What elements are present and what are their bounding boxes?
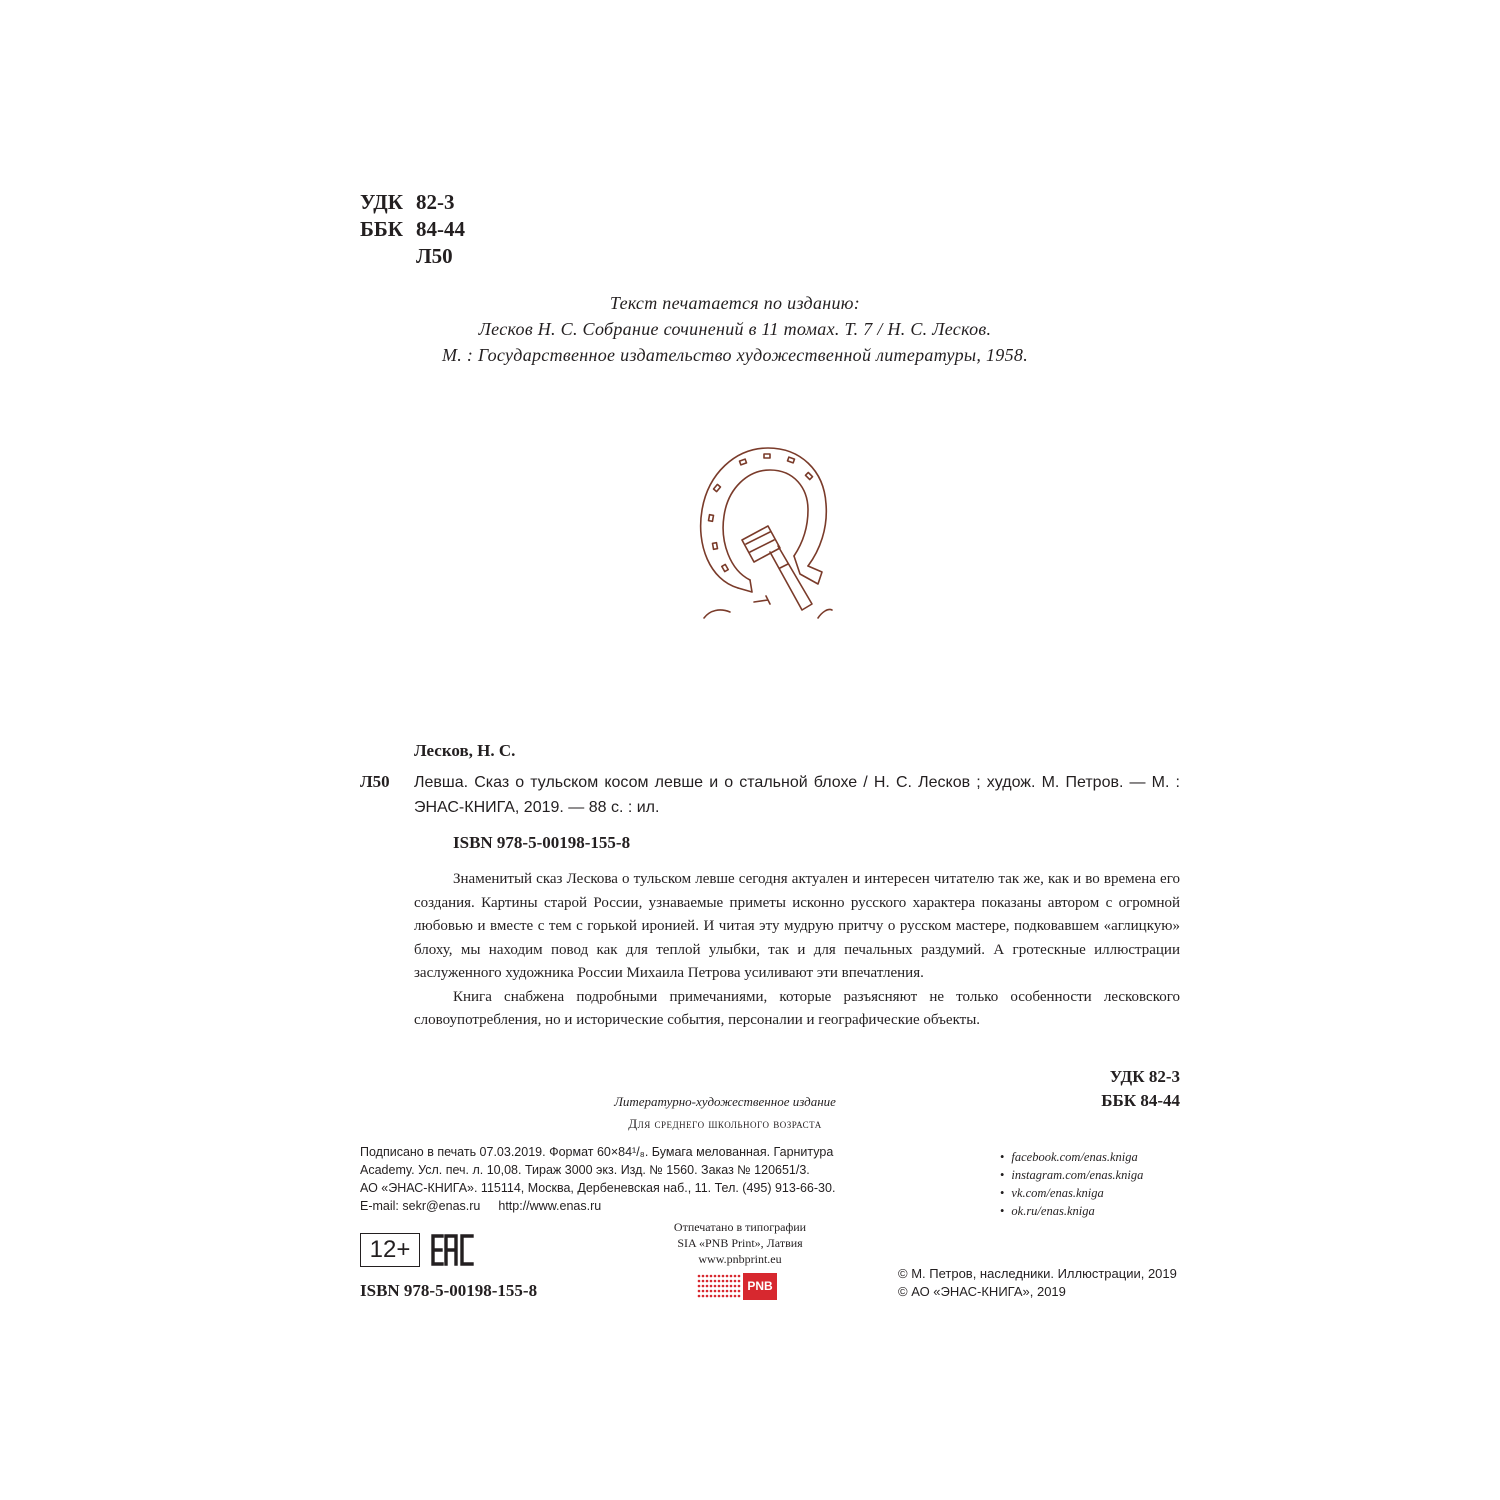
imprint-line-1: Подписано в печать 07.03.2019. Формат 60×84¹/₈. Бумага мелованная. Гарнитура <box>360 1145 834 1159</box>
annotation-paragraph-1: Знаменитый сказ Лескова о тульском левше сегодня актуален и интересен читателю так же, как и во времена его создания. Картины старой России, узнаваемые приметы исконно русского характера показаны автором с огромной любовью и вместе с тем с горькой иронией. И читая эту мудрую притчу о русском мастере, подковавшем «аглицкую» блоху, мы находим повод как для теплой улыбки, так и для печальных раздумий. А гротескные иллюстрации заслуженного художника России Михаила Петрова усиливают эти впечатления. <box>414 871 1180 981</box>
source-edition-note <box>300 290 1170 368</box>
printing-house-info <box>640 1219 840 1267</box>
bbk-value: 84-44 <box>416 217 465 241</box>
source-line-1: Текст печатается по изданию: <box>609 293 861 313</box>
imprint-block <box>360 1143 900 1215</box>
publisher-website[interactable]: http://www.enas.ru <box>498 1199 602 1213</box>
social-link-vk[interactable]: • vk.com/enas.kniga <box>1000 1184 1143 1202</box>
author-mark: Л50 <box>360 772 390 791</box>
social-link-facebook[interactable]: • facebook.com/enas.kniga <box>1000 1148 1143 1166</box>
copyright-line-2: © АО «ЭНАС-КНИГА», 2019 <box>898 1284 1066 1299</box>
bbk-label: ББК <box>360 217 403 241</box>
social-links <box>1000 1148 1143 1220</box>
age-rating-badge: 12+ <box>360 1233 420 1267</box>
udk-label: УДК <box>360 190 403 214</box>
isbn-bottom: ISBN 978-5-00198-155-8 <box>360 1281 538 1300</box>
classification-codes-top <box>360 189 465 270</box>
author-mark-top: Л50 <box>416 244 453 268</box>
annotation-paragraph-2: Книга снабжена подробными примечаниями, которые разъясняют не только особенности лесковского словоупотребления, но и исторические события, персоналии и географические объекты. <box>414 988 1180 1028</box>
udk-bottom: УДК 82-3 <box>1109 1067 1180 1086</box>
imprint-line-2: Academy. Усл. печ. л. 10,08. Тираж 3000 экз. Изд. № 1560. Заказ № 120651/3. <box>360 1163 810 1177</box>
bbk-bottom: ББК 84-44 <box>1101 1091 1180 1110</box>
horseshoe-hammer-icon <box>690 440 835 622</box>
source-line-2: Лесков Н. С. Собрание сочинений в 11 томах. Т. 7 / Н. С. Лесков. <box>478 319 992 339</box>
printed-line-1: Отпечатано в типографии <box>673 1220 807 1234</box>
publisher-email[interactable]: E-mail: sekr@enas.ru <box>360 1199 481 1213</box>
copyright-line-1: © М. Петров, наследники. Иллюстрации, 2019 <box>898 1266 1177 1281</box>
imprint-line-3: АО «ЭНАС-КНИГА». 115114, Москва, Дербеневская наб., 11. Тел. (495) 913-66-30. <box>360 1181 836 1195</box>
printed-line-2: SIA «PNB Print», Латвия <box>677 1236 803 1250</box>
svg-text:PNB: PNB <box>747 1279 773 1293</box>
social-link-ok[interactable]: • ok.ru/enas.kniga <box>1000 1202 1143 1220</box>
bibliographic-description: Левша. Сказ о тульском косом левше и о стальной блохе / Н. С. Лесков ; худож. М. Петров. — М. : ЭНАС-КНИГА, 2019. — 88 с. : ил. <box>414 774 1180 816</box>
classification-codes-bottom <box>1075 1065 1180 1113</box>
copyright-block <box>898 1265 1177 1301</box>
audience-label: Для среднего школьного возраста <box>628 1116 822 1131</box>
printed-line-3[interactable]: www.pnbprint.eu <box>698 1252 782 1266</box>
author-heading: Лесков, Н. С. <box>414 741 516 760</box>
annotation <box>414 868 1180 1033</box>
isbn: ISBN 978-5-00198-155-8 <box>453 833 631 852</box>
eac-mark-icon <box>431 1233 475 1267</box>
social-link-instagram[interactable]: • instagram.com/enas.kniga <box>1000 1166 1143 1184</box>
udk-value: 82-3 <box>416 190 455 214</box>
pnb-print-logo-icon <box>697 1273 777 1300</box>
source-line-3: М. : Государственное издательство художественной литературы, 1958. <box>442 345 1028 365</box>
genre-label: Литературно-художественное издание <box>614 1094 836 1109</box>
